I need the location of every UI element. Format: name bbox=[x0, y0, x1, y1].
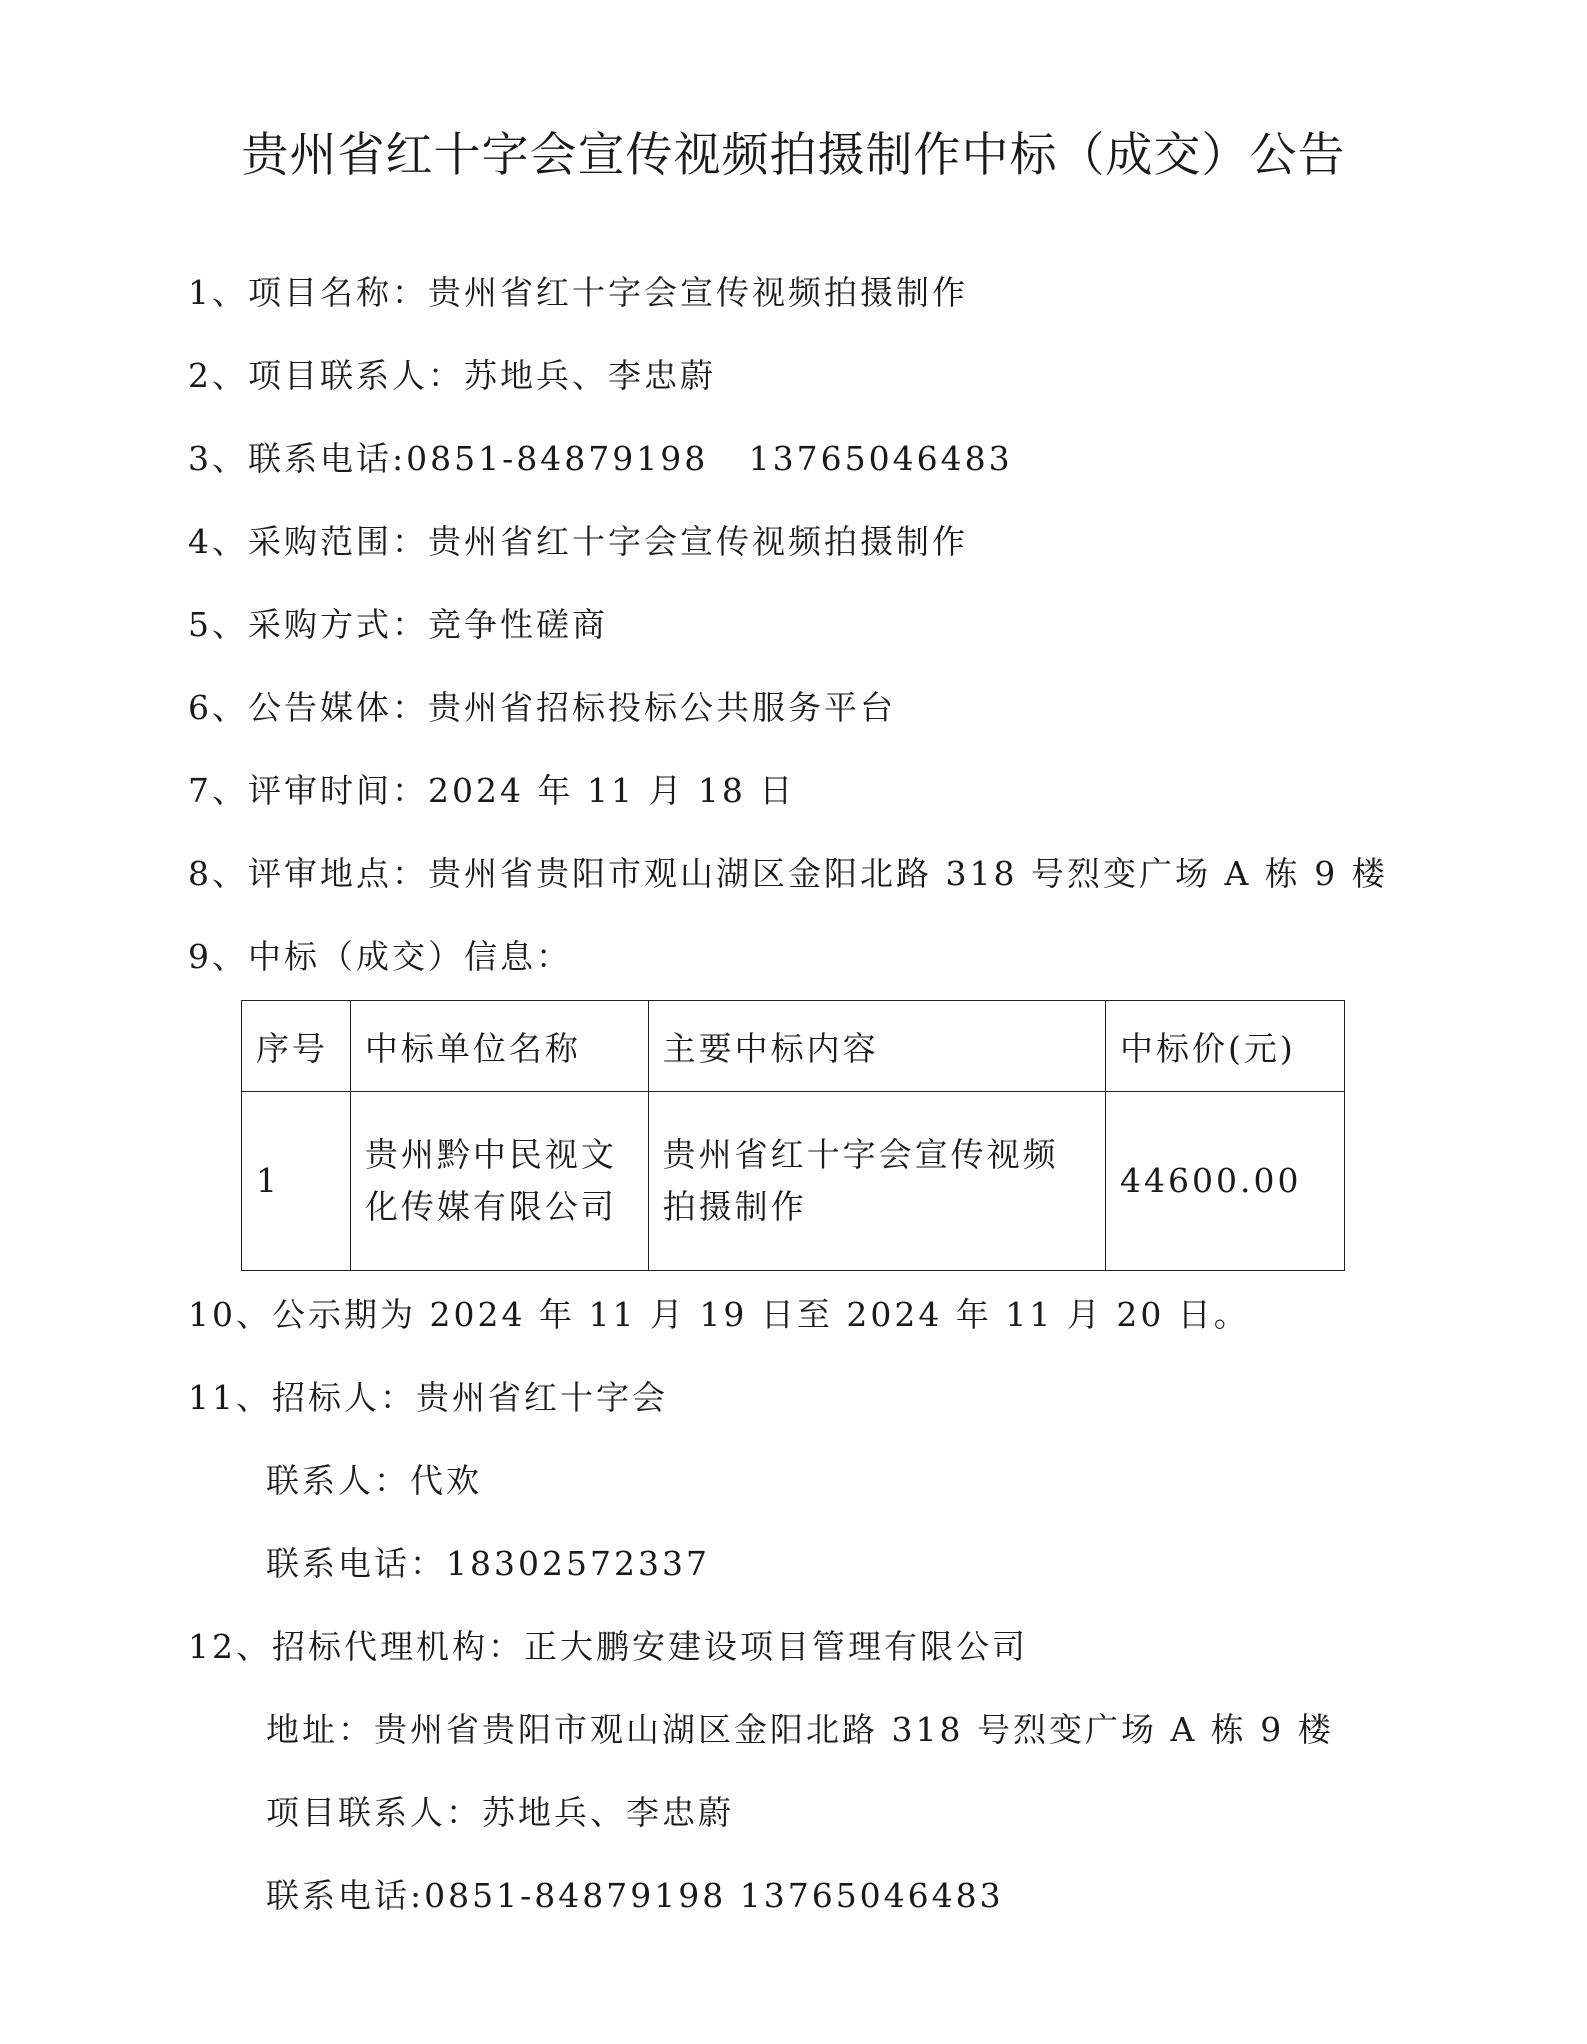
agency-phone: 联系电话:0851-84879198 13765046483 bbox=[266, 1876, 1004, 1915]
item-publicity-period: 10、公示期为 2024 年 11 月 19 日至 2024 年 11 月 20 日。 bbox=[188, 1295, 1250, 1334]
tenderer-phone: 联系电话：18302572337 bbox=[266, 1544, 710, 1583]
header-index: 序号 bbox=[242, 1001, 351, 1092]
cell-company: 贵州黔中民视文化传媒有限公司 bbox=[350, 1092, 648, 1271]
header-company: 中标单位名称 bbox=[350, 1001, 648, 1092]
item-phone: 3、联系电话:0851-84879198 13765046483 bbox=[188, 439, 1013, 478]
agency-contact: 项目联系人：苏地兵、李忠蔚 bbox=[266, 1793, 734, 1832]
cell-price: 44600.00 bbox=[1106, 1092, 1345, 1271]
cell-content: 贵州省红十字会宣传视频拍摄制作 bbox=[648, 1092, 1105, 1271]
item-award-info: 9、中标（成交）信息： bbox=[188, 937, 572, 976]
agency-address: 地址：贵州省贵阳市观山湖区金阳北路 318 号烈变广场 A 栋 9 楼 bbox=[266, 1710, 1334, 1749]
item-project-contact: 2、项目联系人：苏地兵、李忠蔚 bbox=[188, 356, 716, 395]
item-review-time: 7、评审时间：2024 年 11 月 18 日 bbox=[188, 771, 796, 810]
page-title: 贵州省红十字会宣传视频拍摄制作中标（成交）公告 bbox=[241, 128, 1346, 183]
item-media: 6、公告媒体：贵州省招标投标公共服务平台 bbox=[188, 688, 896, 727]
table-row bbox=[242, 1092, 1345, 1271]
item-method: 5、采购方式：竞争性磋商 bbox=[188, 605, 608, 644]
item-project-name: 1、项目名称：贵州省红十字会宣传视频拍摄制作 bbox=[188, 273, 968, 312]
item-review-location: 8、评审地点：贵州省贵阳市观山湖区金阳北路 318 号烈变广场 A 栋 9 楼 bbox=[188, 854, 1388, 893]
item-agency: 12、招标代理机构：正大鹏安建设项目管理有限公司 bbox=[188, 1627, 1028, 1666]
tenderer-contact: 联系人：代欢 bbox=[266, 1461, 482, 1500]
header-content: 主要中标内容 bbox=[648, 1001, 1105, 1092]
item-scope: 4、采购范围：贵州省红十字会宣传视频拍摄制作 bbox=[188, 522, 968, 561]
item-tenderer: 11、招标人：贵州省红十字会 bbox=[188, 1378, 668, 1417]
table-header-row bbox=[242, 1001, 1345, 1092]
header-price: 中标价(元) bbox=[1106, 1001, 1345, 1092]
cell-index: 1 bbox=[242, 1092, 351, 1271]
award-table bbox=[241, 1000, 1345, 1271]
